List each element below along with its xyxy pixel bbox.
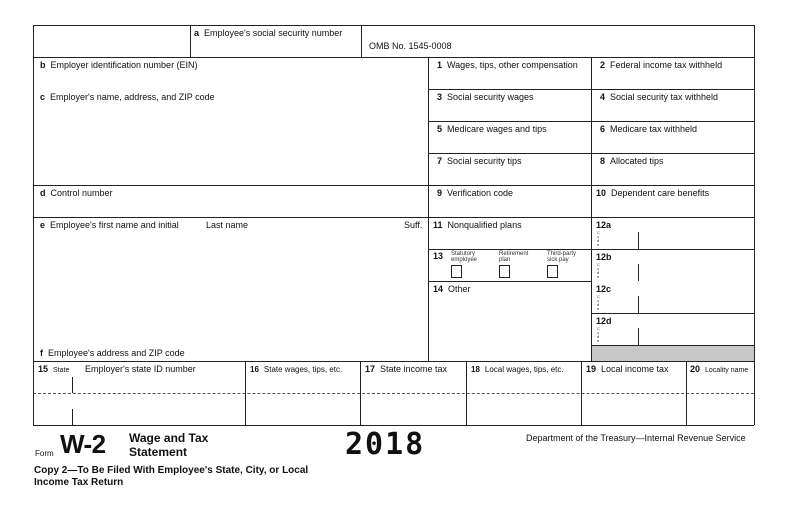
box19-field-2[interactable]: [582, 394, 686, 425]
box2-label: 2 Federal income tax withheld: [600, 60, 723, 70]
box12a-code-text: Code: [597, 230, 600, 247]
row-line-11: [33, 361, 754, 362]
box15-label: 15 State: [38, 364, 70, 374]
box12a-label: 12a: [596, 220, 612, 230]
copy-instruction-line2: Income Tax Return: [34, 477, 124, 488]
department-label: Department of the Treasury—Internal Revenue Service: [526, 433, 746, 443]
box4-label: 4 Social security tax withheld: [600, 92, 719, 102]
employer-address-field[interactable]: [34, 90, 428, 185]
employer-state-id-label: Employer's state ID number: [85, 364, 196, 374]
box12d-label: 12d: [596, 316, 612, 326]
box16-label: 16 State wages, tips, etc.: [250, 365, 343, 374]
box18-label: 18 Local wages, tips, etc.: [471, 365, 564, 374]
box17-field-2[interactable]: [361, 394, 466, 425]
third-party-sick-pay-label: Third-party sick pay: [547, 251, 577, 263]
box10-label: 10 Dependent care benefits: [596, 188, 710, 198]
box19-field-1[interactable]: [582, 377, 686, 393]
box9-label: 9 Verification code: [437, 188, 514, 198]
form-name: W-2: [60, 429, 106, 459]
box20-field-2[interactable]: [687, 394, 754, 425]
box12c-label: 12c: [596, 284, 612, 294]
third-party-sick-pay-checkbox[interactable]: [547, 265, 558, 278]
box5-label: 5 Medicare wages and tips: [437, 124, 547, 134]
box6-label: 6 Medicare tax withheld: [600, 124, 698, 134]
employee-address-label: f Employee's address and ZIP code: [40, 348, 185, 358]
box19-label: 19 Local income tax: [586, 364, 669, 374]
box16-field-1[interactable]: [246, 377, 360, 393]
employee-name-field[interactable]: [34, 218, 428, 346]
box14-label: 14 Other: [433, 284, 471, 294]
box16-field-2[interactable]: [246, 394, 360, 425]
omb-number: OMB No. 1545-0008: [369, 41, 452, 51]
box12c-field[interactable]: [639, 296, 754, 313]
box15-state-field-2[interactable]: [34, 394, 72, 425]
copy-instruction-line1: Copy 2—To Be Filed With Employee's State, City, or Local: [34, 465, 309, 476]
box20-field-1[interactable]: [687, 377, 754, 393]
form-word: Form: [35, 449, 54, 458]
suffix-label: Suff.: [404, 220, 423, 230]
top-border: [33, 25, 754, 26]
box12c-code-text: Code: [597, 294, 600, 311]
box17-label: 17 State income tax: [365, 364, 448, 374]
box20-label: 20 Locality name: [690, 364, 749, 374]
box12b-field[interactable]: [639, 264, 754, 281]
last-name-label: Last name: [206, 220, 249, 230]
box12d-field[interactable]: [639, 328, 754, 345]
box13-number: 13: [433, 251, 444, 261]
box18-field-1[interactable]: [467, 377, 581, 393]
box18-field-2[interactable]: [467, 394, 581, 425]
box1-label: 1 Wages, tips, other compensation: [437, 60, 578, 70]
box7-label: 7 Social security tips: [437, 156, 522, 166]
ssn-label: a Employee's social security number: [194, 28, 343, 38]
bottom-border: [33, 425, 754, 426]
box12b-label: 12b: [596, 252, 612, 262]
form-title-line1: Wage and Tax: [129, 431, 209, 445]
col-line-omb: [361, 25, 362, 57]
right-border: [754, 25, 755, 425]
box12d-code-text: Code: [597, 326, 600, 343]
box11-label: 11 Nonqualified plans: [433, 220, 522, 230]
ein-label: b Employer identification number (EIN): [40, 60, 198, 70]
control-number-label: d Control number: [40, 188, 113, 198]
retirement-plan-label: Retirement plan: [499, 251, 529, 263]
box8-label: 8 Allocated tips: [600, 156, 664, 166]
box12b-code-text: Code: [597, 262, 600, 279]
box3-label: 3 Social security wages: [437, 92, 534, 102]
statutory-employee-checkbox[interactable]: [451, 265, 462, 278]
box12a-field[interactable]: [639, 232, 754, 249]
row-line-9: [591, 313, 754, 314]
box15-state-id-field-1[interactable]: [73, 377, 245, 393]
box17-field-1[interactable]: [361, 377, 466, 393]
box15-state-id-field-2[interactable]: [73, 394, 245, 425]
form-title-line2: Statement: [129, 445, 188, 459]
box15-state-field-1[interactable]: [34, 377, 72, 393]
tax-year: 2018: [345, 427, 426, 462]
employer-name-label: c Employer's name, address, and ZIP code: [40, 92, 215, 102]
statutory-employee-label: Statutory employee: [451, 251, 478, 263]
employee-first-name-label: e Employee's first name and initial: [40, 220, 179, 230]
shaded-cell: [592, 346, 754, 361]
retirement-plan-checkbox[interactable]: [499, 265, 510, 278]
